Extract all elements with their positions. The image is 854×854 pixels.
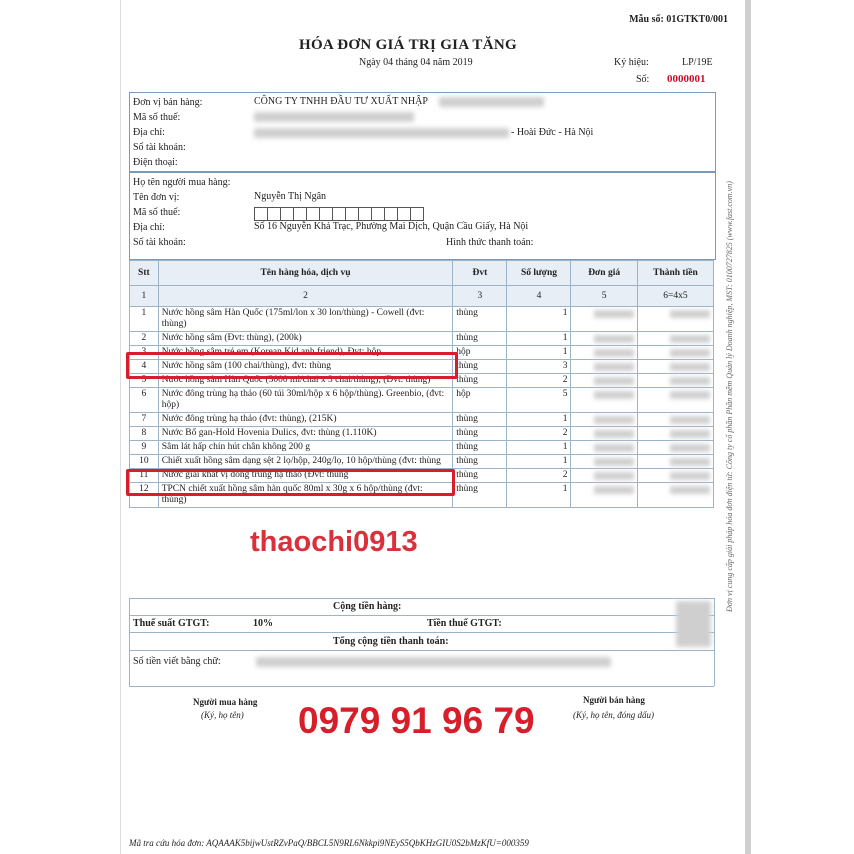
table-row (130, 388, 714, 413)
buyer-unit-label: Tên đơn vị: (133, 192, 180, 203)
row-price (571, 413, 637, 427)
highlight-row-8 (126, 469, 455, 496)
row-amount (637, 455, 713, 469)
row-price (571, 360, 637, 374)
row-name: Nước đông trùng hạ thảo (60 túi 30ml/hộp x 6 hộp/thùng). Greenbio, (đvt: hộp) (158, 388, 453, 413)
redacted-value (670, 416, 710, 424)
row-price (571, 374, 637, 388)
redacted-value (594, 310, 634, 318)
redacted-value (670, 444, 710, 452)
redacted-value (594, 486, 634, 494)
redacted-value (670, 377, 710, 385)
col-price: Đơn giá (571, 261, 637, 286)
redacted-value (670, 349, 710, 357)
row-name: Nước hồng sâm (Đvt: thùng), (200k) (158, 332, 453, 346)
seller-name-blur (439, 97, 544, 107)
row-unit: thùng (453, 332, 507, 346)
index-cell: 2 (158, 286, 453, 307)
row-name: Nước hồng sâm trẻ em (Korean Kid anh friend), Đvt: hộp (158, 346, 453, 360)
row-qty: 1 (507, 307, 571, 332)
invoice-date: Ngày 04 tháng 04 năm 2019 (359, 57, 473, 68)
seller-name-label: Đơn vị bán hàng: (133, 97, 203, 108)
buyer-address-label: Địa chỉ: (133, 222, 165, 233)
seller-tax-blur (254, 112, 414, 122)
col-amount: Thành tiền (637, 261, 713, 286)
redacted-value (594, 349, 634, 357)
table-row (130, 413, 714, 427)
buyer-sign-note: (Ký, họ tên) (201, 710, 244, 720)
row-qty: 1 (507, 441, 571, 455)
totals-divider (129, 650, 714, 651)
row-unit: thùng (453, 469, 507, 483)
number-label: Số: (636, 74, 650, 85)
form-number: Mẫu số: 01GTKT0/001 (629, 14, 728, 25)
row-qty: 2 (507, 374, 571, 388)
row-price (571, 307, 637, 332)
buyer-tax-label: Mã số thuế: (133, 207, 181, 218)
seller-sign-note: (Ký, họ tên, đóng dấu) (573, 710, 654, 720)
row-qty: 1 (507, 483, 571, 508)
row-stt: 4 (130, 360, 159, 374)
row-unit: thùng (453, 360, 507, 374)
col-unit: Đvt (453, 261, 507, 286)
row-unit: hộp (453, 388, 507, 413)
row-amount (637, 427, 713, 441)
invoice-title: HÓA ĐƠN GIÁ TRỊ GIA TĂNG (299, 37, 517, 53)
redacted-value (670, 458, 710, 466)
redacted-value (594, 391, 634, 399)
row-amount (637, 374, 713, 388)
totals-divider (129, 615, 714, 616)
symbol-label: Ký hiệu: (614, 57, 649, 68)
redacted-value (594, 416, 634, 424)
redacted-value (670, 472, 710, 480)
table-row (130, 307, 714, 332)
seller-address-label: Địa chỉ: (133, 127, 165, 138)
col-qty: Số lượng (507, 261, 571, 286)
row-stt: 8 (130, 427, 159, 441)
index-cell: 4 (507, 286, 571, 307)
redacted-value (594, 444, 634, 452)
row-name: Chiết xuất hồng sâm dạng sệt 2 lọ/hộp, 240g/lọ, 10 hộp/thùng (đvt: thùng (158, 455, 453, 469)
row-stt: 2 (130, 332, 159, 346)
row-qty: 2 (507, 469, 571, 483)
totals-border (714, 598, 715, 686)
row-price (571, 455, 637, 469)
seller-phone-label: Điện thoại: (133, 157, 178, 168)
row-stt: 6 (130, 388, 159, 413)
redacted-value (594, 335, 634, 343)
row-price (571, 346, 637, 360)
invoice-number: 0000001 (667, 73, 706, 85)
row-stt: 12 (130, 483, 159, 508)
buyer-payment-label: Hình thức thanh toán: (446, 237, 534, 248)
index-row (130, 286, 714, 307)
row-stt: 11 (130, 469, 159, 483)
highlight-row-3 (126, 352, 458, 379)
table-row (130, 441, 714, 455)
row-name: Nước đông trùng hạ thảo (đvt: thùng), (215K) (158, 413, 453, 427)
row-amount (637, 413, 713, 427)
vat-rate-value: 10% (253, 618, 273, 629)
symbol-value: LP/19E (682, 57, 713, 68)
vat-amount-label: Tiền thuế GTGT: (427, 618, 502, 629)
row-name: Nước hồng sâm (100 chai/thùng), đvt: thùng (158, 360, 453, 374)
redacted-value (670, 363, 710, 371)
subtotal-label: Cộng tiền hàng: (333, 601, 402, 612)
redacted-value (670, 430, 710, 438)
table-row (130, 427, 714, 441)
row-unit: thùng (453, 374, 507, 388)
row-amount (637, 332, 713, 346)
provider-side-text: Đơn vị cung cấp giải pháp hóa đơn điện tử: Công ty cổ phần Phần mềm Quản lý Doanh nghiệp, MST: 0100727825 (www.fast.com.vn) (725, 181, 734, 612)
totals-amount-blur (676, 601, 711, 647)
buyer-account-label: Số tài khoản: (133, 237, 186, 248)
buyer-person-label: Họ tên người mua hàng: (133, 177, 231, 188)
row-amount (637, 441, 713, 455)
row-qty: 5 (507, 388, 571, 413)
row-price (571, 388, 637, 413)
seller-address: - Hoài Đức - Hà Nội (511, 127, 594, 138)
vat-rate-label: Thuế suất GTGT: (133, 618, 210, 629)
row-name: TPCN chiết xuất hồng sâm hàn quốc 80ml x 30g x 6 hộp/thùng (đvt: thùng) (158, 483, 453, 508)
seller-sign-title: Người bán hàng (583, 695, 645, 705)
row-price (571, 441, 637, 455)
redacted-value (670, 391, 710, 399)
row-qty: 3 (507, 360, 571, 374)
buyer-unit: Nguyễn Thị Ngân (254, 191, 327, 202)
row-name: Nước hồng sâm Hàn Quốc (175ml/lon x 30 lon/thùng) - Cowell (đvt: thùng) (158, 307, 453, 332)
col-stt: Stt (130, 261, 159, 286)
page-edge (745, 0, 751, 854)
row-stt: 7 (130, 413, 159, 427)
in-words-blur (256, 657, 611, 667)
index-cell: 1 (130, 286, 159, 307)
table-row (130, 455, 714, 469)
row-price (571, 469, 637, 483)
totals-divider (129, 632, 714, 633)
row-price (571, 427, 637, 441)
redacted-value (670, 486, 710, 494)
redacted-value (594, 458, 634, 466)
row-price (571, 483, 637, 508)
redacted-value (594, 363, 634, 371)
row-stt: 1 (130, 307, 159, 332)
row-qty: 2 (507, 427, 571, 441)
index-cell: 5 (571, 286, 637, 307)
row-name: Nước giải khát vị đông trùng hạ thảo (Đvt: thùng (158, 469, 453, 483)
buyer-sign-title: Người mua hàng (193, 697, 258, 707)
row-qty: 1 (507, 455, 571, 469)
row-stt: 5 (130, 374, 159, 388)
row-qty: 1 (507, 413, 571, 427)
row-stt: 10 (130, 455, 159, 469)
row-name: Nước Bổ gan-Hold Hovenia Dulics, đvt: thùng (1.110K) (158, 427, 453, 441)
redacted-value (594, 377, 634, 385)
buyer-address: Số 16 Nguyễn Khả Trạc, Phường Mai Dịch, Quận Cầu Giấy, Hà Nội (254, 221, 529, 232)
row-amount (637, 307, 713, 332)
row-unit: thùng (453, 307, 507, 332)
table-row (130, 332, 714, 346)
row-unit: thùng (453, 427, 507, 441)
row-qty: 1 (507, 346, 571, 360)
row-unit: thùng (453, 413, 507, 427)
row-amount (637, 360, 713, 374)
totals-bottom (129, 686, 714, 687)
seller-account-label: Số tài khoản: (133, 142, 186, 153)
table-header-row (130, 261, 714, 286)
redacted-value (670, 310, 710, 318)
totals-border (129, 598, 130, 686)
redacted-value (670, 335, 710, 343)
row-name: Nước hồng sâm Hàn Quốc (3000 ml/chai x 3 chai/thùng), (Đvt: thùng) (158, 374, 453, 388)
row-amount (637, 346, 713, 360)
col-name: Tên hàng hóa, dịch vụ (158, 261, 453, 286)
row-stt: 9 (130, 441, 159, 455)
row-unit: hộp (453, 346, 507, 360)
row-unit: thùng (453, 441, 507, 455)
watermark-handle: thaochi0913 (250, 526, 418, 558)
redacted-value (594, 472, 634, 480)
row-unit: thùng (453, 455, 507, 469)
watermark-phone: 0979 91 96 79 (298, 700, 535, 741)
seller-tax-label: Mã số thuế: (133, 112, 181, 123)
seller-name: CÔNG TY TNHH ĐẦU TƯ XUẤT NHẬP (254, 96, 428, 107)
totals-divider (129, 598, 714, 599)
row-stt: 3 (130, 346, 159, 360)
row-qty: 1 (507, 332, 571, 346)
redacted-value (594, 430, 634, 438)
lookup-code: Mã tra cứu hóa đơn: AQAAAK5bijwUstRZvPaQ/BBCL5N9RL6Nkkpi9NEyS5QbKHzGIU0S2bMzKfU=000359 (129, 838, 529, 848)
row-amount (637, 483, 713, 508)
row-amount (637, 388, 713, 413)
seller-address-blur (254, 128, 509, 138)
row-price (571, 332, 637, 346)
row-name: Sâm lát hấp chín hút chân không 200 g (158, 441, 453, 455)
row-amount (637, 469, 713, 483)
index-cell: 6=4x5 (637, 286, 713, 307)
grand-total-label: Tổng cộng tiền thanh toán: (333, 636, 449, 647)
in-words-label: Số tiền viết bằng chữ: (133, 656, 221, 667)
index-cell: 3 (453, 286, 507, 307)
row-unit: thùng (453, 483, 507, 508)
